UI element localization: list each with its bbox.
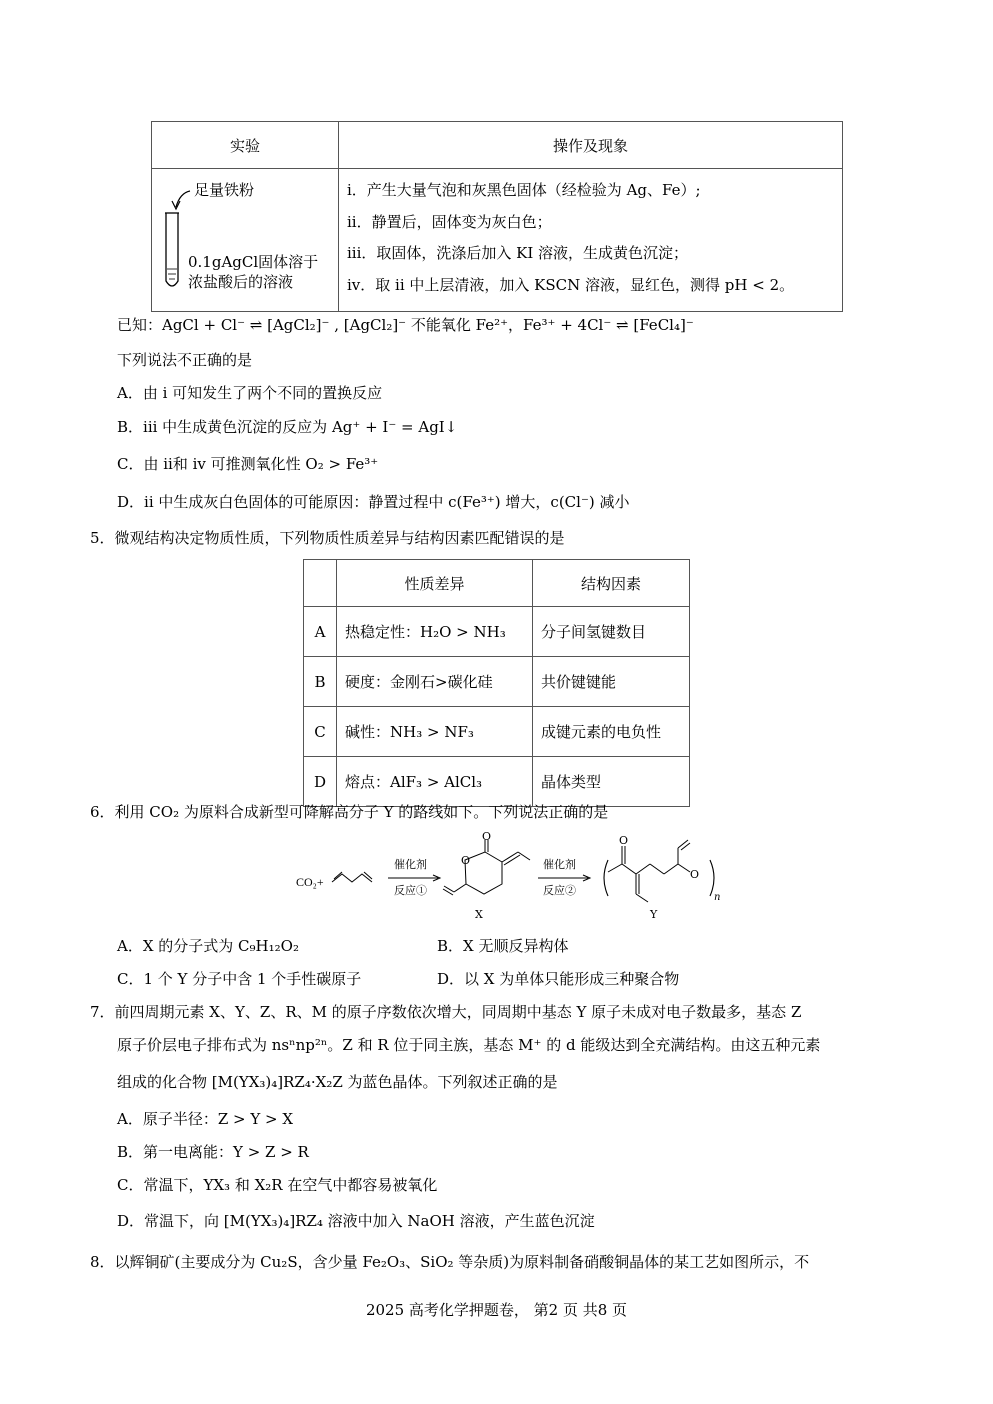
property-table [303, 559, 690, 807]
row-factor: 共价键键能 [533, 657, 690, 707]
table-row [304, 607, 690, 657]
table-header-operations: 操作及现象 [339, 122, 843, 169]
q7-option-b: B．第一电离能：Y > Z > R [117, 1143, 309, 1161]
row-difference: 热稳定性：H₂O > NH₃ [337, 607, 533, 657]
reaction-1: 反应① [394, 884, 427, 897]
q5-stem: 5．微观结构决定物质性质，下列物质性质差异与结构因素匹配错误的是 [90, 529, 565, 547]
q4-option-b: B．iii 中生成黄色沉淀的反应为 Ag⁺ + I⁻ = AgI↓ [117, 418, 458, 436]
table-header-blank [304, 560, 337, 607]
operation-step: i．产生大量气泡和灰黑色固体（经检验为 Ag、Fe）; [347, 181, 701, 199]
q6-option-d: D．以 X 为单体只能形成三种聚合物 [437, 970, 680, 988]
solution-label-1: 0.1gAgCl固体溶于 [188, 253, 319, 271]
known-info: 已知：AgCl + Cl⁻ ⇌ [AgCl₂]⁻ , [AgCl₂]⁻ 不能氧化 Fe²⁺，Fe³⁺ + 4Cl⁻ ⇌ [FeCl₄]⁻ [117, 316, 694, 334]
svg-text:O: O [619, 834, 629, 847]
q6-stem: 6．利用 CO₂ 为原料合成新型可降解高分子 Y 的路线如下。下列说法正确的是 [90, 803, 609, 821]
svg-text:O: O [461, 854, 471, 867]
q7-option-d: D．常温下，向 [M(YX₃)₄]RZ₄ 溶液中加入 NaOH 溶液，产生蓝色沉淀 [117, 1212, 595, 1230]
q7-option-c: C．常温下，YX₃ 和 X₂R 在空气中都容易被氧化 [117, 1176, 438, 1194]
row-label: A [304, 607, 337, 657]
q7-line-3: 组成的化合物 [M(YX₃)₄]RZ₄·X₂Z 为蓝色晶体。下列叙述正确的是 [117, 1073, 558, 1091]
q4-stem: 下列说法不正确的是 [117, 351, 253, 369]
label-n: n [714, 892, 720, 903]
operation-step: iii．取固体，洗涤后加入 KI 溶液，生成黄色沉淀； [347, 244, 689, 262]
operation-step: iv．取 ii 中上层清液，加入 KSCN 溶液，显红色，测得 pH < 2。 [347, 275, 795, 294]
catalyst-1: 催化剂 [394, 858, 427, 871]
row-label: B [304, 657, 337, 707]
solution-label-2: 浓盐酸后的溶液 [188, 273, 294, 291]
q6-option-b: B．X 无顺反异构体 [437, 937, 569, 955]
svg-text:O: O [482, 832, 492, 843]
table-header-factor: 结构因素 [533, 560, 690, 607]
page-footer: 2025 高考化学押题卷， 第2 页 共8 页 [365, 1301, 628, 1319]
row-label: D [304, 757, 337, 807]
q4-option-d: D．ii 中生成灰白色固体的可能原因：静置过程中 c(Fe³⁺) 增大，c(Cl⁻) 减小 [117, 493, 630, 511]
row-factor: 成键元素的电负性 [533, 707, 690, 757]
q6-option-c: C．1 个 Y 分子中含 1 个手性碳原子 [117, 970, 362, 988]
label-x: X [475, 908, 483, 921]
experiment-table [151, 121, 843, 312]
operation-step: ii．静置后，固体变为灰白色； [347, 212, 552, 231]
q4-option-a: A．由 i 可知发生了两个不同的置换反应 [117, 384, 383, 402]
svg-text:O: O [690, 868, 700, 881]
q7-line-2: 原子价层电子排布式为 nsⁿnp²ⁿ。Z 和 R 位于同主族，基态 M⁺ 的 d 能级达到全充满结构。由这五种元素 [117, 1036, 821, 1054]
table-row [304, 657, 690, 707]
table-row [304, 757, 690, 807]
row-factor: 晶体类型 [533, 757, 690, 807]
catalyst-2: 催化剂 [543, 858, 576, 871]
row-difference: 硬度：金刚石>碳化硅 [337, 657, 533, 707]
table-row [304, 707, 690, 757]
label-y: Y [650, 908, 658, 921]
row-difference: 碱性：NH₃ > NF₃ [337, 707, 533, 757]
q4-option-c: C．由 ii和 iv 可推测氧化性 O₂ > Fe³⁺ [117, 455, 379, 473]
iron-powder-label: 足量铁粉 [194, 181, 255, 199]
q6-option-a: A．X 的分子式为 C₉H₁₂O₂ [117, 937, 299, 955]
q8-line-1: 8．以辉铜矿(主要成分为 Cu₂S，含少量 Fe₂O₃、SiO₂ 等杂质)为原料制备硝酸铜晶体的某工艺如图所示，不 [90, 1253, 810, 1271]
apparatus-cell [152, 169, 339, 312]
scheme-start: CO₂+ [296, 875, 324, 889]
reaction-scheme [290, 832, 720, 927]
row-factor: 分子间氢键数目 [533, 607, 690, 657]
q7-line-1: 7．前四周期元素 X、Y、Z、R、M 的原子序数依次增大，同周期中基态 Y 原子未成对电子数最多，基态 Z [90, 1003, 802, 1021]
row-label: C [304, 707, 337, 757]
operations-cell [339, 169, 843, 312]
table-header-difference: 性质差异 [337, 560, 533, 607]
q7-option-a: A．原子半径：Z > Y > X [117, 1110, 294, 1128]
reaction-2: 反应② [543, 884, 576, 897]
table-header-experiment: 实验 [152, 122, 339, 169]
row-difference: 熔点：AlF₃ > AlCl₃ [337, 757, 533, 807]
